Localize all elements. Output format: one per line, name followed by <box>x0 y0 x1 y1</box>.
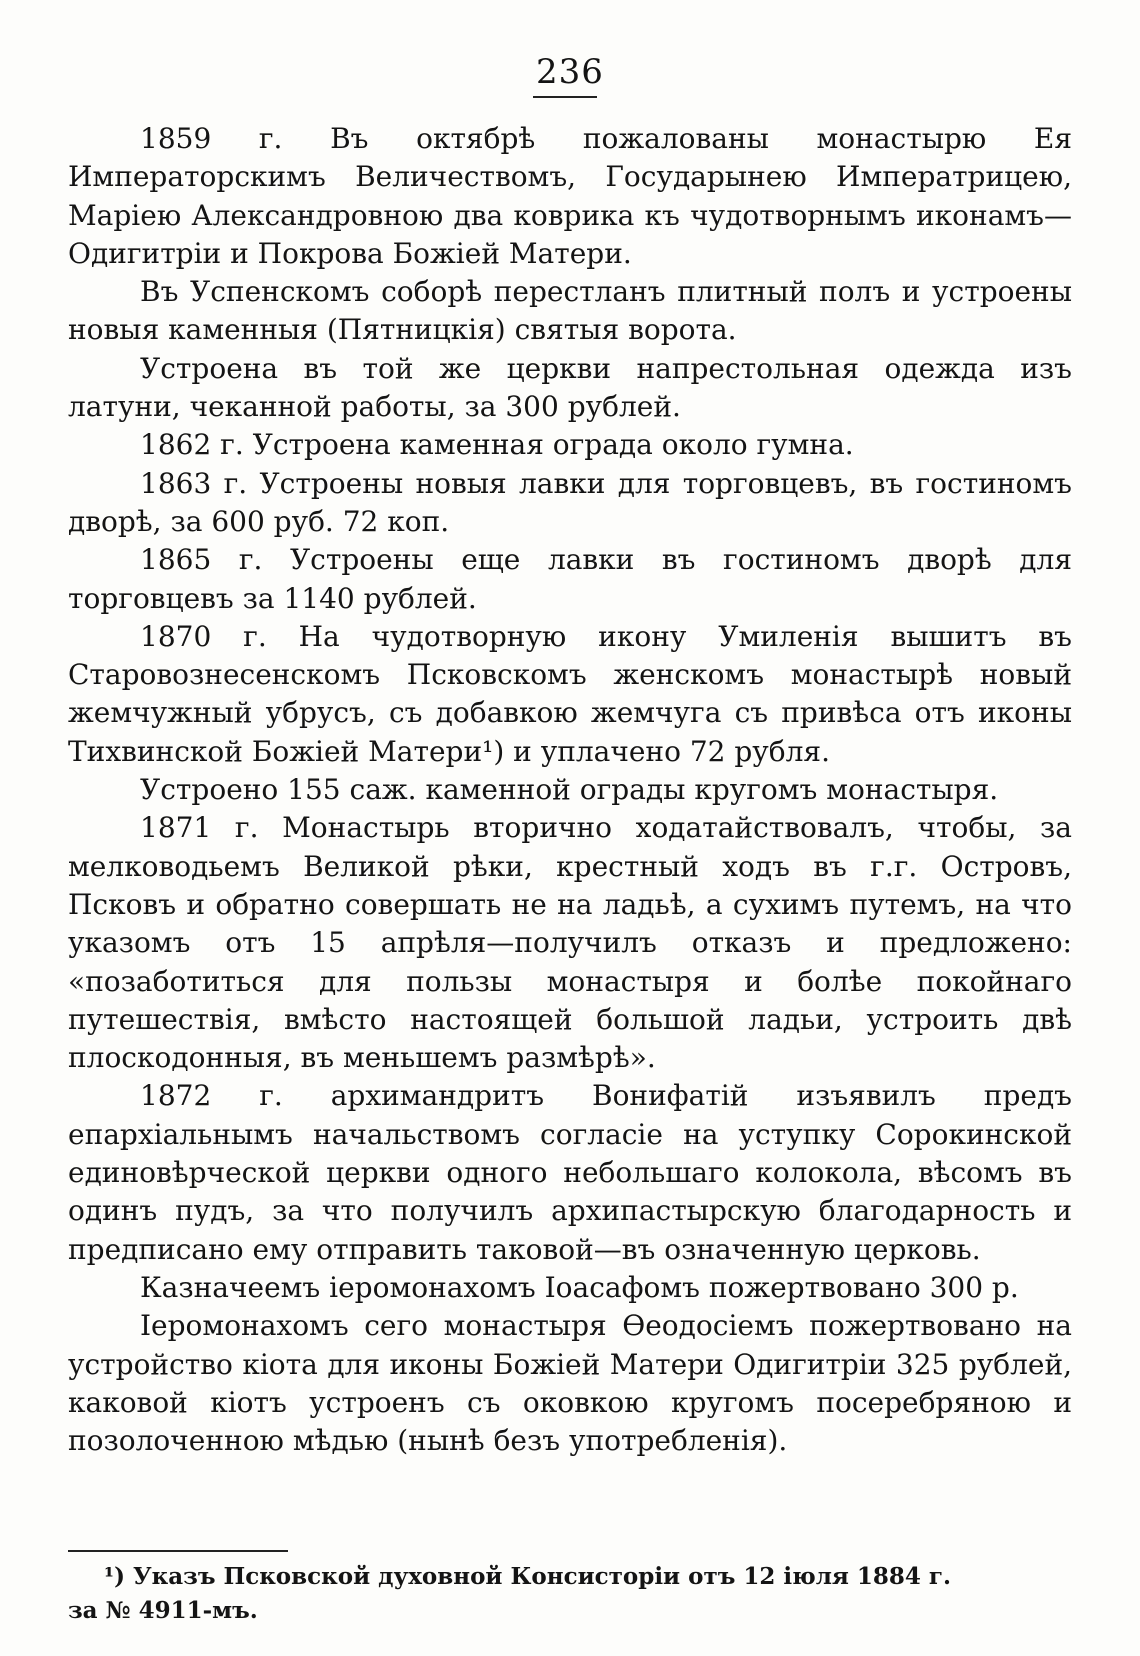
paragraph-treasurer-donation: Казначеемъ іеромонахомъ Іоасафомъ пожертвовано 300 р. <box>140 1270 1019 1304</box>
page-number: 236 <box>536 52 604 92</box>
paragraph-1872-bell: 1872 г. архимандритъ Вонифатій изъявилъ предъ епархіальнымъ начальствомъ согласіе на уступку Сорокинской единовѣрческой церкви одного небольшаго колокола, вѣсомъ въ одинъ пудъ, за что получилъ архипастырскую благодарность и предписано ему отправить таковой—въ означенную церковь. <box>68 1079 1072 1266</box>
footnote-line-1: ¹) Указъ Псковской духовной Консисторіи отъ 12 іюля 1884 г. <box>104 1563 952 1590</box>
paragraph-altar-garment: Устроена въ той же церкви напрестольная одежда изъ латуни, чеканной работы, за 300 рублей. <box>68 351 1072 424</box>
paragraph-1862-fence: 1862 г. Устроена каменная ограда около гумна. <box>140 428 854 462</box>
paragraph-kiot-donation: Іеромонахомъ сего монастыря Ѳеодосіемъ пожертвовано на устройство кіота для иконы Божіей Матери Одигитріи 325 рублей, каковой кіотъ устроенъ съ оковкою кругомъ посеребряною и позолоченною мѣдью (нынѣ безъ употребленія). <box>68 1309 1072 1458</box>
paragraph-uspensky-cathedral: Въ Успенскомъ соборѣ перестланъ плитный полъ и устроены новыя каменныя (Пятницкія) святыя ворота. <box>68 275 1072 347</box>
paragraph-1871-procession: 1871 г. Монастырь вторично ходатайствовалъ, чтобы, за мелководьемъ Великой рѣки, крестный ходъ въ г.г. Островъ, Псковъ и обратно совершать не на ладьѣ, а сухимъ путемъ, на что указомъ отъ 15 апрѣля—получилъ отказъ и предложено: «позаботиться для пользы монастыря и болѣе покойнаго путешествія, вмѣсто настоящей большой ладьи, устроить двѣ плоскодонныя, въ меньшемъ размѣрѣ». <box>68 811 1072 1075</box>
body-text <box>68 120 1072 1460</box>
paragraph-1859-carpets: 1859 г. Въ октябрѣ пожалованы монастырю Ея Императорскимъ Величествомъ, Государынею Императрицею, Маріею Александровною два коврика къ чудотворнымъ иконамъ—Одигитріи и Покрова Божіей Матери. <box>68 122 1072 270</box>
paragraph-stone-fence: Устроено 155 саж. каменной ограды кругомъ монастыря. <box>140 773 999 807</box>
footnote-line-2: за № 4911-мъ. <box>68 1597 258 1624</box>
footnote <box>68 1560 1072 1628</box>
paragraph-1863-shops: 1863 г. Устроены новыя лавки для торговцевъ, въ гостиномъ дворѣ, за 600 руб. 72 коп. <box>68 466 1072 538</box>
paragraph-1865-shops: 1865 г. Устроены еще лавки въ гостиномъ дворѣ для торговцевъ за 1140 рублей. <box>68 543 1072 615</box>
page-number-rule <box>533 96 597 98</box>
footnote-rule <box>68 1550 288 1552</box>
paragraph-1870-icon-cover: 1870 г. На чудотворную икону Умиленія вышитъ въ Старовознесенскомъ Псковскомъ женскомъ монастырѣ новый жемчужный убрусъ, съ добавкою жемчуга съ привѣса отъ иконы Тихвинской Божіей Матери¹) и уплачено 72 рубля. <box>68 619 1072 768</box>
